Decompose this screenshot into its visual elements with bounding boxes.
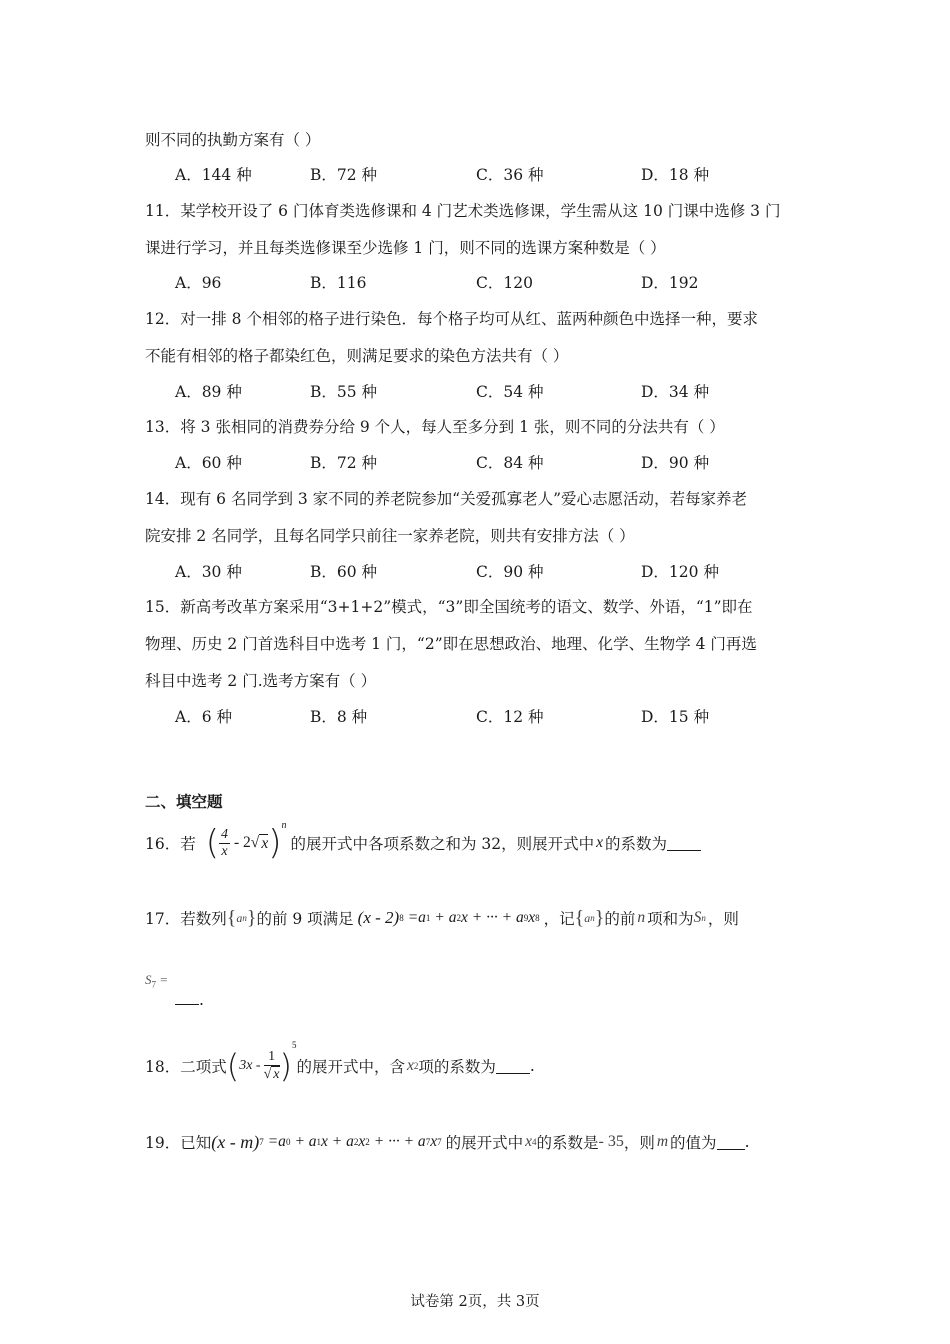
q19-rhs-sub7: 7 bbox=[425, 1137, 431, 1147]
q18-text-b: 项的系数为 bbox=[418, 1058, 496, 1076]
q11-option-d: D．192 bbox=[641, 274, 699, 292]
q17-brace-close: } bbox=[246, 906, 257, 929]
q19-x4: x bbox=[525, 1133, 532, 1150]
q12-line-1: 12．对一排 8 个相邻的格子进行染色．每个格子均可从红、蓝两种颜色中选择一种，要求 bbox=[145, 310, 758, 328]
q16-tail-b: 的系数为 bbox=[605, 835, 668, 853]
q19-rhs-e: + ··· + a bbox=[373, 1133, 426, 1150]
q13-line-1: 13．将 3 张相同的消费券分给 9 个人，每人至多分到 1 张，则不同的分法共有（ ） bbox=[145, 418, 725, 436]
q18-close-paren: ) bbox=[279, 1047, 292, 1085]
q17-s7-sub: 7 bbox=[151, 979, 156, 990]
q17-seq2-sub: n bbox=[590, 913, 595, 923]
q17-eq-c: x + ··· + a bbox=[461, 909, 524, 926]
q15-option-a: A．6 种 bbox=[175, 708, 232, 726]
q15-line-3: 科目中选考 2 门.选考方案有（ ） bbox=[145, 672, 377, 690]
q19 bbox=[145, 1122, 750, 1162]
q11-option-a: A．96 bbox=[175, 274, 222, 292]
q19-rhs-sub2: 2 bbox=[353, 1137, 359, 1147]
q18-var: x bbox=[407, 1057, 414, 1074]
q17-text-a: 的前 9 项满足 bbox=[256, 910, 354, 928]
q16-tail-a: 的展开式中各项系数之和为 32，则展开式中 bbox=[290, 835, 595, 853]
q19-rhs-d-exp: 2 bbox=[365, 1137, 370, 1147]
q19-answer-blank[interactable] bbox=[717, 1135, 745, 1150]
q11-option-b: B．116 bbox=[310, 274, 367, 292]
q10-option-a: A．144 种 bbox=[175, 166, 252, 184]
q19-lhs: (x - m) bbox=[211, 1131, 260, 1152]
q15-line-2: 物理、历史 2 门首选科目中选考 1 门，“2”即在思想政治、地理、化学、生物学 4 门再选 bbox=[145, 635, 757, 653]
q19-rhs-sub1: 1 bbox=[316, 1137, 322, 1147]
q16-var: x bbox=[596, 834, 604, 851]
q17-end: . bbox=[199, 991, 204, 1009]
q19-rhs-d: x bbox=[358, 1133, 366, 1150]
q12-line-2: 不能有相邻的格子都染红色，则满足要求的染色方法共有（ ） bbox=[145, 347, 569, 365]
q17-eq-lhs: (x - 2) bbox=[357, 908, 400, 927]
q18-number: 18．二项式 bbox=[145, 1058, 227, 1076]
q10-option-c: C．36 种 bbox=[476, 166, 544, 184]
q17-eq-lhs-exp: 8 bbox=[399, 913, 404, 923]
q19-rhs-f-exp: 7 bbox=[437, 1137, 442, 1147]
q19-rhs-a: =a bbox=[267, 1133, 286, 1150]
q12-option-c: C．54 种 bbox=[476, 383, 544, 401]
q13-option-d: D．90 种 bbox=[641, 454, 710, 472]
q17-s-var: S bbox=[693, 909, 702, 926]
q13-option-b: B．72 种 bbox=[310, 454, 378, 472]
q19-text-b: 的系数是 bbox=[536, 1134, 599, 1152]
q14-option-c: C．90 种 bbox=[476, 563, 544, 581]
q11-line-1: 11．某学校开设了 6 门体育类选修课和 4 门艺术类选修课，学生需从这 10 门课中选修 3 门 bbox=[145, 202, 781, 220]
q17-s-sub: n bbox=[701, 913, 706, 923]
q18-frac-den: √ x bbox=[263, 1067, 280, 1082]
q11-option-c: C．120 bbox=[476, 274, 533, 292]
q15-option-b: B．8 种 bbox=[310, 708, 368, 726]
q16-open-paren: ( bbox=[205, 823, 219, 863]
q19-number: 19．已知 bbox=[145, 1134, 212, 1152]
q17-text-b: ，记 bbox=[543, 910, 575, 928]
q12-option-a: A．89 种 bbox=[175, 383, 242, 401]
q18 bbox=[145, 1036, 535, 1096]
q19-text-a: 的展开式中 bbox=[445, 1134, 524, 1152]
q15-option-c: C．12 种 bbox=[476, 708, 544, 726]
q11-line-2: 课进行学习，并且每类选修课至少选修 1 门，则不同的选课方案种数是（ ） bbox=[145, 239, 666, 257]
q19-lhs-exp: 7 bbox=[259, 1137, 264, 1147]
q19-x4-exp: 4 bbox=[531, 1137, 537, 1147]
q16-fraction bbox=[219, 827, 230, 860]
q13-option-a: A．60 种 bbox=[175, 454, 242, 472]
q14-line-2: 院安排 2 名同学，且每名同学只前往一家养老院，则共有安排方法（ ） bbox=[145, 527, 635, 545]
q17-brace2-close: } bbox=[594, 906, 605, 929]
q17-eq-d: x bbox=[528, 909, 536, 926]
q17-text-e: ，则 bbox=[707, 910, 739, 928]
q16-minus: - 2 bbox=[234, 834, 251, 851]
q18-exponent: 5 bbox=[292, 1040, 297, 1050]
q16-frac-den: x bbox=[221, 843, 228, 859]
q18-open-paren: ( bbox=[226, 1047, 240, 1085]
q19-rhs-sub0: 0 bbox=[285, 1137, 291, 1147]
q15-option-d: D．15 种 bbox=[641, 708, 710, 726]
q17-answer-line bbox=[175, 990, 204, 1009]
page-footer: 试卷第 2页，共 3页 bbox=[410, 1294, 540, 1310]
q17 bbox=[145, 896, 739, 940]
q17-answer-blank[interactable] bbox=[175, 990, 199, 1005]
q17-seq-sub: n bbox=[242, 913, 247, 923]
q17-eq-d-exp: 8 bbox=[535, 913, 540, 923]
q10-stem-tail: 则不同的执勤方案有（ ） bbox=[145, 131, 321, 149]
q17-s7-var: S bbox=[145, 972, 152, 987]
q19-m-var: m bbox=[656, 1133, 669, 1150]
q17-brace-open: { bbox=[226, 906, 237, 929]
q18-sqrt-arg: x bbox=[273, 1067, 280, 1082]
q17-s7 bbox=[145, 972, 167, 990]
q19-text-d: 的值为 bbox=[670, 1134, 717, 1152]
q18-fraction bbox=[264, 1049, 280, 1083]
q17-eq-a-sub: 1 bbox=[425, 913, 431, 923]
q14-option-a: A．30 种 bbox=[175, 563, 242, 581]
q18-end: . bbox=[529, 1057, 535, 1075]
q16-sqrt-sign: √ bbox=[250, 834, 260, 851]
q18-text-a: 的展开式中，含 bbox=[296, 1058, 406, 1076]
q14-option-b: B．60 种 bbox=[310, 563, 378, 581]
q18-frac-num: 1 bbox=[264, 1049, 280, 1066]
q19-rhs-b: + a bbox=[294, 1133, 317, 1150]
q14-option-d: D．120 种 bbox=[641, 563, 719, 581]
q17-eq-c-sub: 9 bbox=[523, 913, 529, 923]
q17-n-var: n bbox=[637, 909, 646, 926]
q17-eq-a: =a bbox=[407, 909, 426, 926]
q12-option-d: D．34 种 bbox=[641, 383, 710, 401]
q13-option-c: C．84 种 bbox=[476, 454, 544, 472]
q17-number: 17．若数列 bbox=[145, 910, 227, 928]
q16-close-paren: ) bbox=[268, 823, 282, 863]
q19-end: . bbox=[744, 1133, 750, 1151]
q17-seq2: a bbox=[584, 910, 591, 925]
q16 bbox=[145, 818, 701, 868]
q15-line-1: 15．新高考改革方案采用“3+1+2”模式，“3”即全国统考的语文、数学、外语，“1”即在 bbox=[145, 598, 753, 616]
q10-option-d: D．18 种 bbox=[641, 166, 710, 184]
q19-text-c: ，则 bbox=[623, 1134, 655, 1152]
q17-brace2-open: { bbox=[574, 906, 585, 929]
q17-s7-eq: = bbox=[160, 972, 168, 987]
q12-option-b: B．55 种 bbox=[310, 383, 378, 401]
q18-answer-blank[interactable] bbox=[496, 1059, 530, 1074]
q17-eq-b: + a bbox=[434, 909, 457, 926]
q16-sqrt-arg: x bbox=[261, 834, 269, 852]
q19-coef: - 35 bbox=[598, 1133, 624, 1150]
q10-option-b: B．72 种 bbox=[310, 166, 378, 184]
q17-text-d: 项和为 bbox=[647, 910, 694, 928]
q16-answer-blank[interactable] bbox=[667, 836, 701, 851]
section-title: 二、填空题 bbox=[145, 792, 223, 811]
q14-line-1: 14．现有 6 名同学到 3 家不同的养老院参加“关爱孤寡老人”爱心志愿活动，若每家养老 bbox=[145, 490, 748, 508]
q16-exponent: n bbox=[281, 820, 287, 831]
q18-three-x: 3x - bbox=[239, 1058, 261, 1073]
q19-rhs-f: x bbox=[430, 1133, 438, 1150]
q17-seq: a bbox=[236, 910, 243, 925]
q18-var-exp: 2 bbox=[413, 1061, 419, 1071]
q16-frac-num: 4 bbox=[221, 826, 228, 842]
q19-rhs-c: x + a bbox=[321, 1133, 354, 1150]
q17-text-c: 的前 bbox=[604, 910, 636, 928]
q16-number: 16．若 bbox=[145, 835, 196, 853]
q17-eq-b-sub: 2 bbox=[456, 913, 462, 923]
